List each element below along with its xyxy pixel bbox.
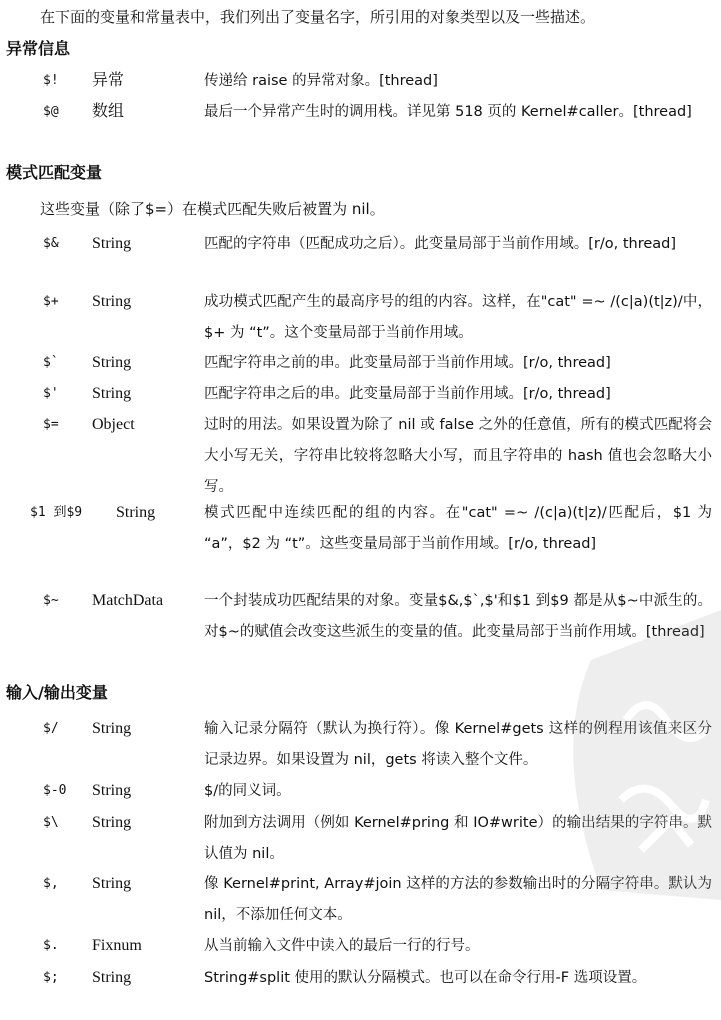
- variable-name: $\: [43, 815, 59, 830]
- variable-description: 过时的用法。如果设置为除了 nil 或 false 之外的任意值，所有的模式匹配将会大小写无关，字符串比较将忽略大小写，而且字符串的 hash 值也会忽略大小写。: [204, 417, 712, 495]
- variable-name: $-0: [43, 783, 67, 798]
- variable-type: MatchData: [92, 592, 164, 609]
- variable-name: $1 到$9: [30, 505, 83, 520]
- variable-name: $&: [43, 236, 59, 251]
- variable-type: String: [92, 293, 132, 310]
- variable-type: String: [92, 354, 132, 371]
- variable-name: $!: [43, 73, 59, 88]
- variable-type: String: [92, 875, 132, 892]
- variable-description: 输入记录分隔符（默认为换行符）。像 Kernel#gets 这样的例程用该值来区分记录边界。如果设置为 nil，gets 将读入整个文件。: [204, 721, 712, 768]
- variable-type: Fixnum: [92, 937, 142, 954]
- variable-type: String: [116, 504, 156, 521]
- section-heading-io: 输入/输出变量: [6, 683, 108, 702]
- variable-type: 数组: [92, 103, 125, 120]
- variable-description: String#split 使用的默认分隔模式。也可以在命令行用-F 选项设置。: [204, 970, 647, 986]
- variable-name: $@: [43, 104, 59, 119]
- variable-description: 从当前输入文件中读入的最后一行的行号。: [204, 938, 480, 954]
- variable-name: $,: [43, 876, 59, 891]
- variable-description: 成功模式匹配产生的最高序号的组的内容。这样，在"cat" =~ /(c|a)(t|z)/中，$+ 为 “t”。这个变量局部于当前作用域。: [204, 294, 712, 341]
- variable-description: 最后一个异常产生时的调用栈。详见第 518 页的 Kernel#caller。[thread]: [204, 104, 692, 120]
- variable-name: $/: [43, 721, 59, 736]
- variable-description: 传递给 raise 的异常对象。[thread]: [204, 73, 438, 89]
- variable-type: String: [92, 385, 132, 402]
- variable-type: 异常: [92, 72, 125, 89]
- variable-description: $/的同义词。: [204, 783, 291, 799]
- variable-description: 匹配的字符串（匹配成功之后）。此变量局部于当前作用域。[r/o, thread]: [204, 236, 677, 252]
- variable-name: $+: [43, 294, 59, 309]
- variable-type: String: [92, 969, 132, 986]
- variable-description: 一个封装成功匹配结果的对象。变量$&,$`,$'和$1 到$9 都是从$~中派生的。对$~的赋值会改变这些派生的变量的值。此变量局部于当前作用域。[thread]: [204, 593, 712, 640]
- variable-description: 匹配字符串之后的串。此变量局部于当前作用域。[r/o, thread]: [204, 386, 611, 402]
- variable-description: 匹配字符串之前的串。此变量局部于当前作用域。[r/o, thread]: [204, 355, 611, 371]
- variable-description: 模式匹配中连续匹配的组的内容。在"cat" =~ /(c|a)(t|z)/匹配后，$1 为 “a”，$2 为 “t”。这些变量局部于当前作用域。[r/o, thread]: [204, 505, 712, 552]
- section-heading-pattern: 模式匹配变量: [6, 163, 103, 182]
- variable-name: $=: [43, 417, 59, 432]
- watermark-seal: [531, 600, 721, 900]
- variable-name: $;: [43, 970, 59, 985]
- variable-type: Object: [92, 416, 135, 433]
- variable-type: String: [92, 782, 132, 799]
- section-heading-exception: 异常信息: [6, 39, 71, 58]
- variable-description: 像 Kernel#print, Array#join 这样的方法的参数输出时的分隔字符串。默认为 nil，不添加任何文本。: [204, 876, 712, 923]
- variable-type: String: [92, 720, 132, 737]
- variable-name: $`: [43, 355, 59, 370]
- variable-name: $.: [43, 938, 59, 953]
- intro-text: 在下面的变量和常量表中，我们列出了变量名字，所引用的对象类型以及一些描述。: [40, 8, 596, 26]
- variable-type: String: [92, 235, 132, 252]
- variable-type: String: [92, 814, 132, 831]
- variable-name: $~: [43, 593, 59, 608]
- variable-name: $': [43, 386, 59, 401]
- pattern-note: 这些变量（除了$=）在模式匹配失败后被置为 nil。: [40, 200, 385, 218]
- variable-description: 附加到方法调用（例如 Kernel#pring 和 IO#write）的输出结果的字符串。默认值为 nil。: [204, 815, 712, 862]
